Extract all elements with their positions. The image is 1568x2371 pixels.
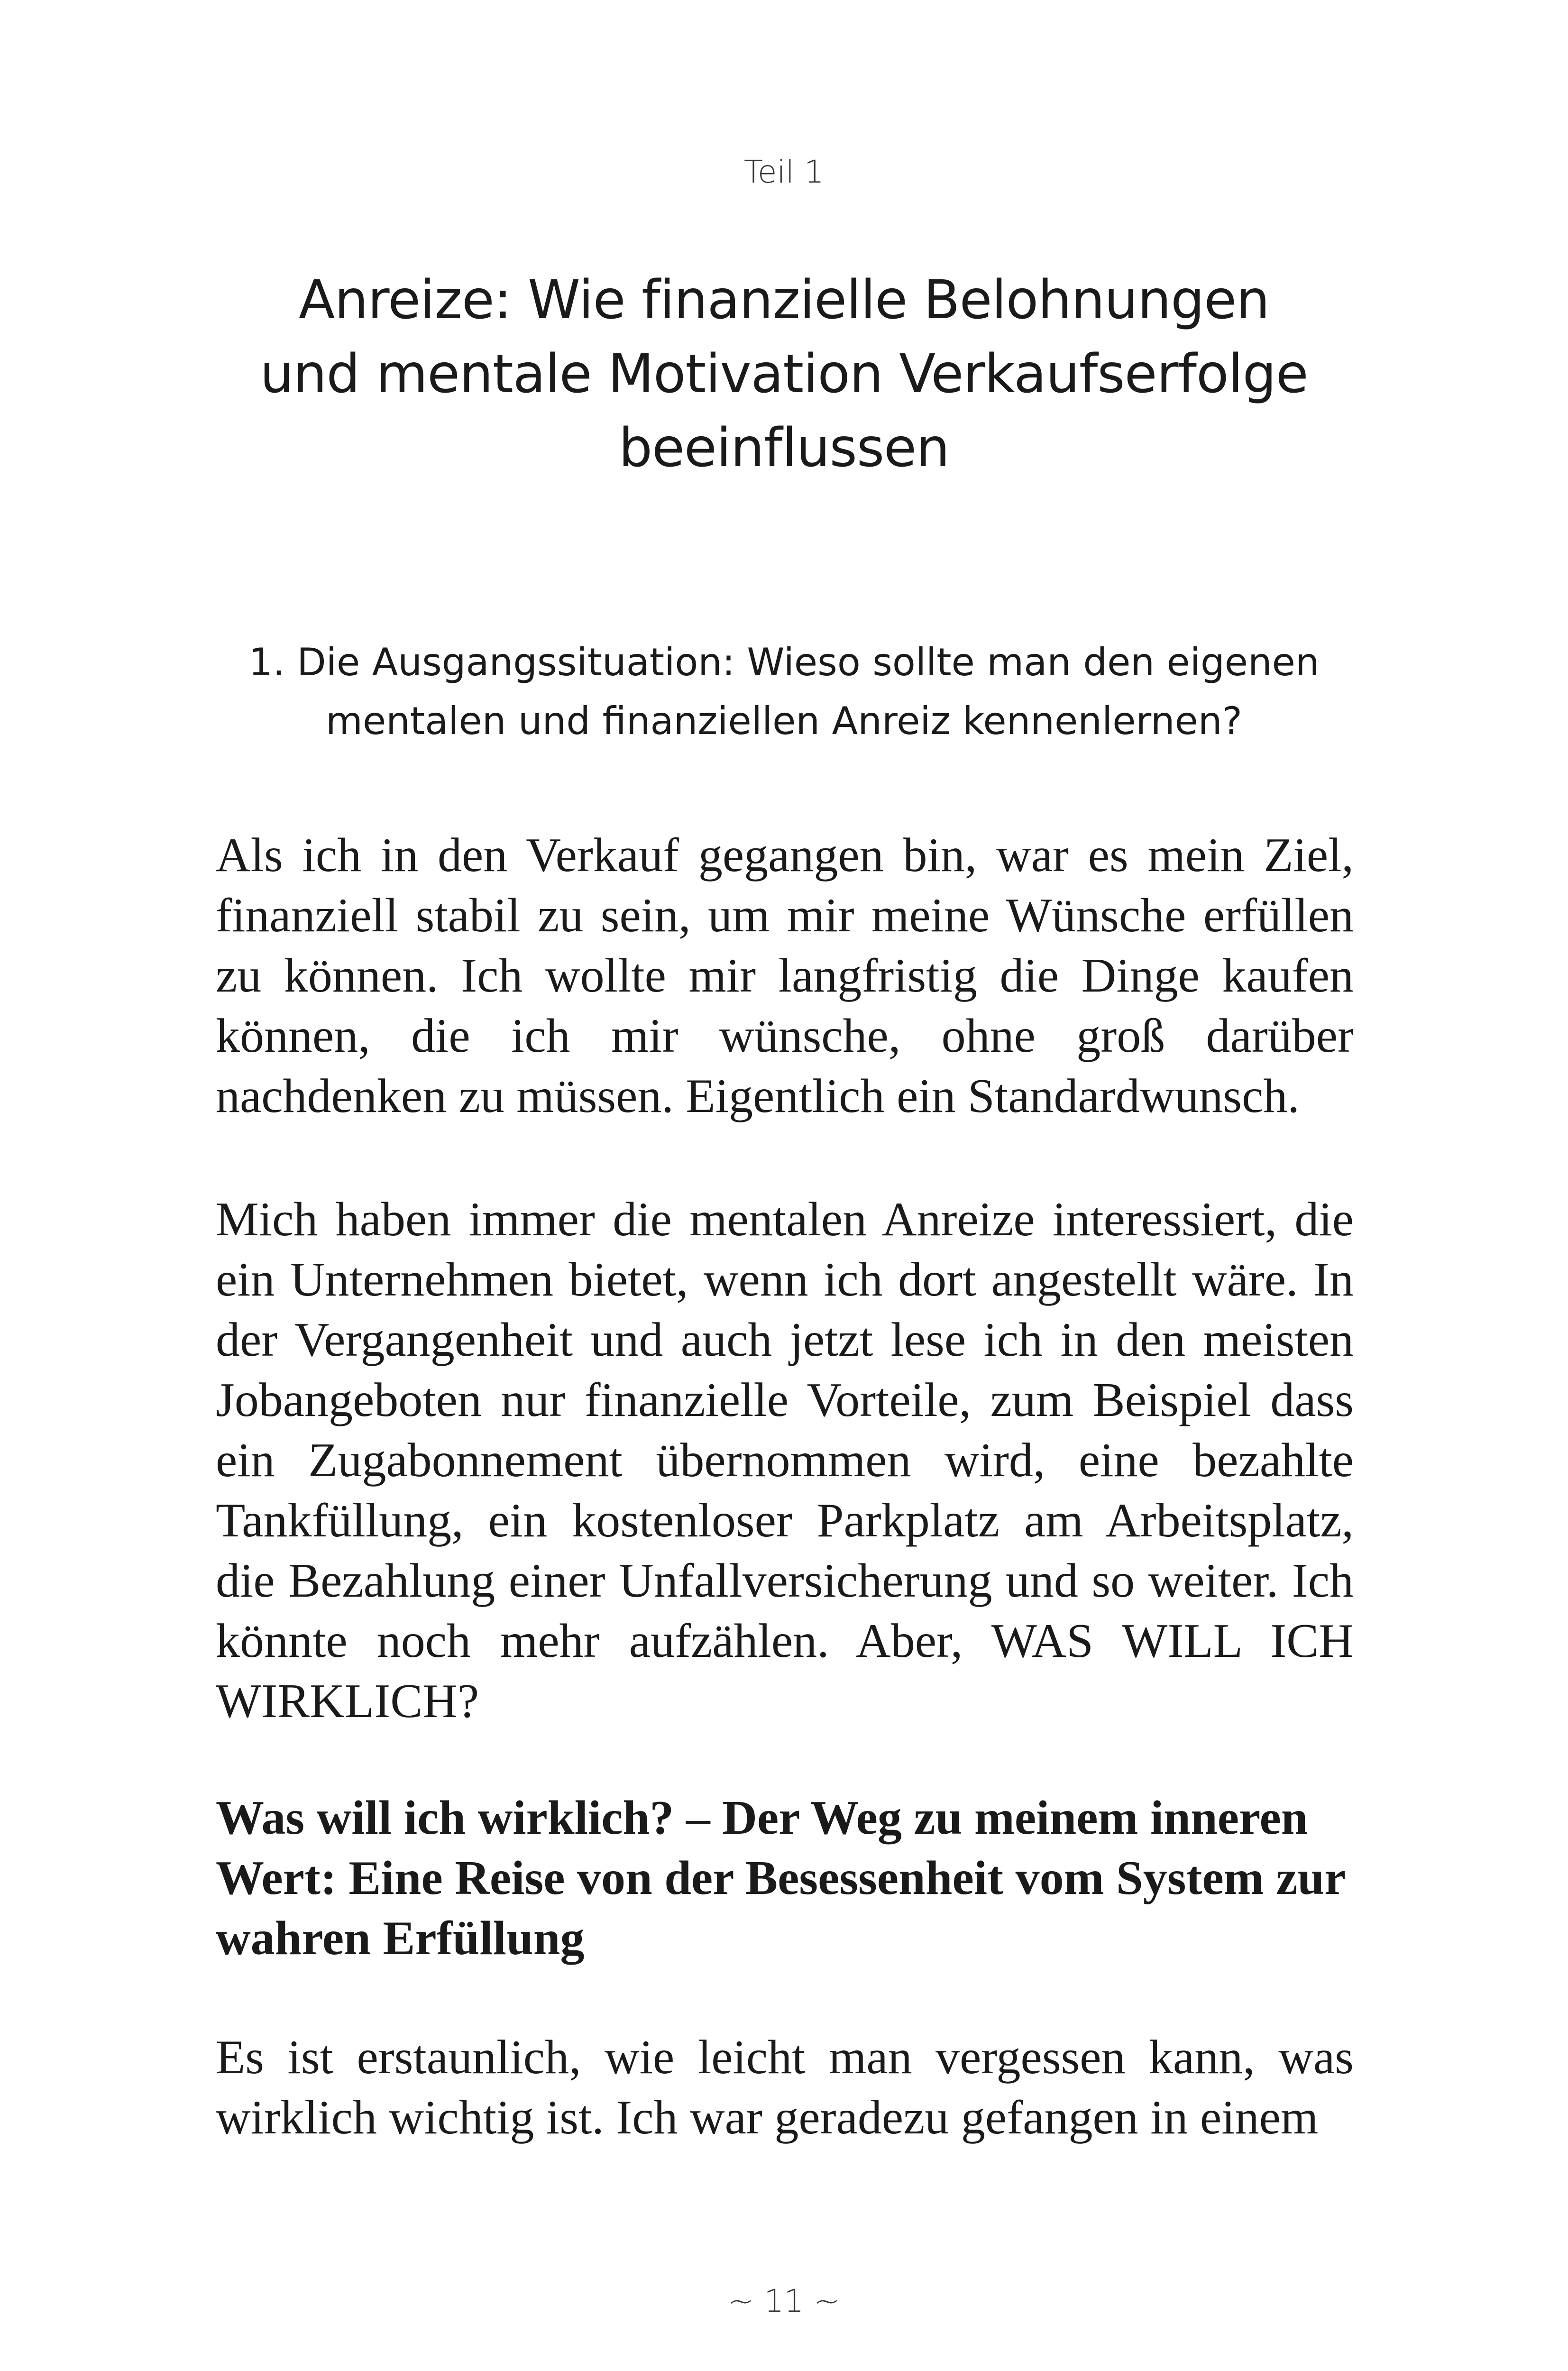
section-heading: 1. Die Ausgangssituation: Wieso sollte man den eigenen mentalen und finanziellen Anreiz kennenlernen?	[248, 640, 1320, 743]
body-paragraph-2: Mich haben immer die mentalen Anreize interessiert, die ein Unternehmen bietet, wenn ich dort angestellt wäre. In der Vergangenheit und auch jetzt lese ich in den meisten Jobangeboten nur finanzielle Vorteile, zum Beispiel dass ein Zugabonnement übernommen wird, eine bezahlte Tankfüllung, ein kostenloser Parkplatz am Arbeitsplatz, die Bezahlung einer Unfallversicherung und so weiter. Ich könnte noch mehr aufzählen. Aber, WAS WILL ICH WIRKLICH?	[216, 1193, 1354, 1728]
chapter-title: Anreize: Wie finanzielle Belohnungen und mentale Motivation Verkaufserfolge beeinflussen	[260, 269, 1308, 479]
page-number: ~ 11 ~	[728, 2283, 840, 2319]
bold-subheading: Was will ich wirklich? – Der Weg zu meinem inneren Wert: Eine Reise von der Besessenheit vom System zur wahren Erfüllung	[216, 1791, 1345, 1965]
body-paragraph-1: Als ich in den Verkauf gegangen bin, war es mein Ziel, finanziell stabil zu sein, um mir meine Wünsche erfüllen zu können. Ich wollte mir langfristig die Dinge kaufen können, die ich mir wünsche, ohne groß darüber nachdenken zu müssen. Eigentlich ein Standardwunsch.	[216, 828, 1354, 1123]
body-paragraph-3: Es ist erstaunlich, wie leicht man vergessen kann, was wirklich wichtig ist. Ich war geradezu gefangen in einem	[216, 2031, 1354, 2144]
part-label: Teil 1	[743, 154, 825, 190]
